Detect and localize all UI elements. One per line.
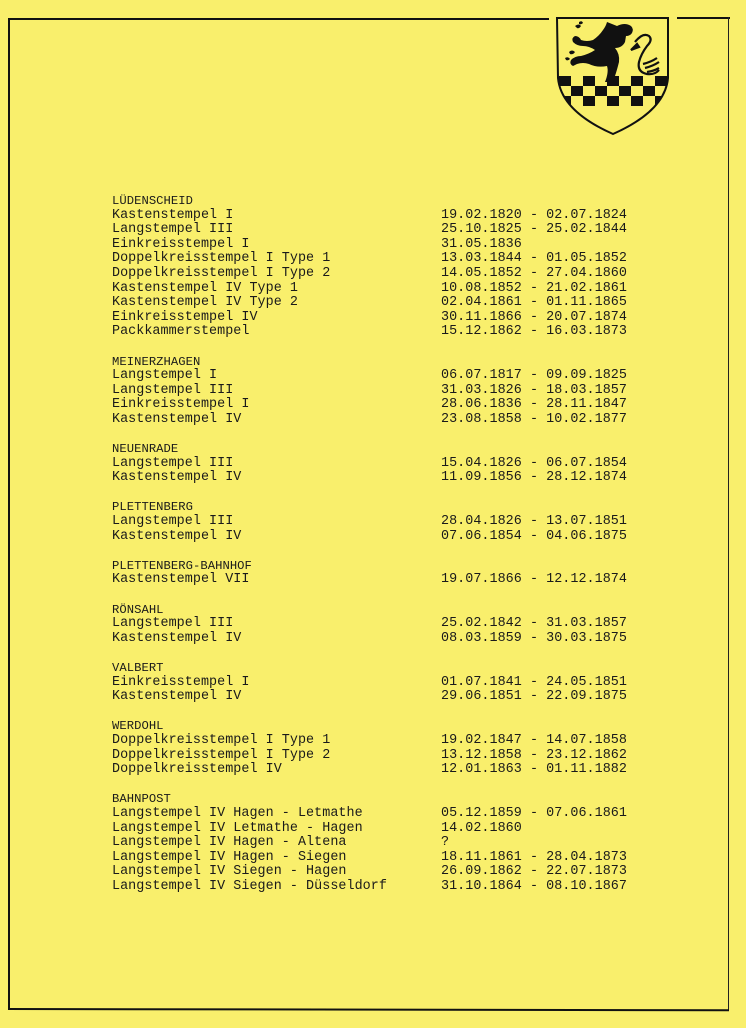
section-6 [112, 661, 632, 705]
section-8 [112, 792, 632, 894]
list-row [112, 515, 632, 530]
stamp-type: Langstempel IV Letmathe - Hagen [112, 820, 363, 836]
list-row [112, 734, 632, 749]
list-row [112, 836, 632, 851]
section-heading: BAHNPOST [112, 792, 171, 807]
stamp-type: Langstempel III [112, 514, 234, 530]
date-range: 28.04.1826 - 13.07.1851 [441, 514, 627, 530]
stamp-type: Kastenstempel VII [112, 572, 250, 588]
stamp-type: Kastenstempel IV [112, 689, 242, 705]
section-7 [112, 719, 632, 777]
stamp-type: Langstempel IV Hagen - Altena [112, 835, 347, 851]
checker-square [571, 86, 583, 96]
section-heading: WERDOHL [112, 719, 164, 734]
list-row [112, 282, 632, 297]
date-range: 14.05.1852 - 27.04.1860 [441, 265, 627, 281]
stamp-type: Langstempel IV Hagen - Siegen [112, 849, 347, 865]
list-row [112, 457, 632, 472]
section-5 [112, 603, 632, 647]
date-range: 31.10.1864 - 08.10.1867 [441, 878, 627, 894]
list-row [112, 471, 632, 486]
date-range: 25.10.1825 - 25.02.1844 [441, 222, 627, 238]
list-row [112, 311, 632, 326]
date-range: 30.11.1866 - 20.07.1874 [441, 309, 627, 325]
cancellation-list [112, 194, 632, 909]
checker-square [559, 76, 571, 86]
list-row [112, 209, 632, 224]
date-range: 13.03.1844 - 01.05.1852 [441, 251, 627, 267]
section-heading: PLETTENBERG-BAHNHOF [112, 558, 252, 573]
frame-border-bottom [8, 1008, 729, 1011]
section-4 [112, 559, 632, 588]
frame-border-top-left [8, 18, 549, 20]
checker-square [583, 96, 595, 106]
checker-square [583, 76, 595, 86]
stamp-type: Einkreisstempel I [112, 397, 250, 413]
checker-square [643, 86, 655, 96]
list-row [112, 384, 632, 399]
section-heading: NEUENRADE [112, 442, 179, 457]
checker-square [655, 76, 667, 86]
stamp-type: Langstempel IV Siegen - Düsseldorf [112, 878, 387, 894]
list-row [112, 573, 632, 588]
list-row [112, 763, 632, 778]
list-row [112, 617, 632, 632]
section-1 [112, 355, 632, 428]
date-range: 15.04.1826 - 06.07.1854 [441, 455, 627, 471]
list-row [112, 223, 632, 238]
frame-border-top-right [677, 17, 730, 19]
checker-square [631, 96, 643, 106]
section-3 [112, 500, 632, 544]
list-row [112, 398, 632, 413]
date-range: 31.03.1826 - 18.03.1857 [441, 382, 627, 398]
date-range: 14.02.1860 [441, 820, 522, 836]
section-0 [112, 194, 632, 340]
stamp-type: Langstempel III [112, 222, 234, 238]
date-range: 06.07.1817 - 09.09.1825 [441, 368, 627, 384]
list-row [112, 807, 632, 822]
date-range: 19.07.1866 - 12.12.1874 [441, 572, 627, 588]
section-2 [112, 442, 632, 486]
stamp-type: Doppelkreisstempel I Type 2 [112, 747, 331, 763]
section-heading: VALBERT [112, 661, 164, 675]
frame-border-right [728, 17, 729, 1011]
section-heading: MEINERZHAGEN [112, 354, 201, 369]
date-range: 08.03.1859 - 30.03.1875 [441, 630, 627, 646]
list-row [112, 851, 632, 866]
stamp-type: Packkammerstempel [112, 324, 250, 340]
date-range: 18.11.1861 - 28.04.1873 [441, 849, 627, 865]
list-row [112, 325, 632, 340]
stamp-type: Kastenstempel IV Type 1 [112, 280, 298, 296]
date-range: 02.04.1861 - 01.11.1865 [441, 295, 627, 311]
stamp-type: Doppelkreisstempel I Type 1 [112, 732, 331, 748]
stamp-type: Kastenstempel IV Type 2 [112, 295, 298, 311]
list-row [112, 690, 632, 705]
date-range: 26.09.1862 - 22.07.1873 [441, 864, 627, 880]
list-row [112, 749, 632, 764]
date-range: 11.09.1856 - 28.12.1874 [441, 470, 627, 486]
list-row [112, 238, 632, 253]
date-range: 23.08.1858 - 10.02.1877 [441, 411, 627, 427]
stamp-type: Doppelkreisstempel I Type 1 [112, 251, 331, 267]
section-heading: LÜDENSCHEID [112, 194, 194, 208]
list-row [112, 880, 632, 895]
stamp-type: Langstempel III [112, 616, 234, 632]
stamp-type: Langstempel IV Siegen - Hagen [112, 864, 347, 880]
list-row [112, 530, 632, 545]
date-range: 31.05.1836 [441, 236, 522, 252]
frame-border-left [8, 18, 10, 1009]
stamp-type: Doppelkreisstempel I Type 2 [112, 265, 331, 281]
checker-square [607, 96, 619, 106]
section-heading: PLETTENBERG [112, 500, 194, 515]
stamp-type: Kastenstempel I [112, 207, 234, 223]
list-row [112, 632, 632, 647]
date-range: 29.06.1851 - 22.09.1875 [441, 689, 627, 705]
checker-square [619, 86, 631, 96]
stamp-type: Einkreisstempel IV [112, 309, 258, 325]
stamp-type: Einkreisstempel I [112, 236, 250, 252]
coat-of-arms-icon [555, 16, 671, 136]
checker-square [631, 76, 643, 86]
date-range: 19.02.1847 - 14.07.1858 [441, 732, 627, 748]
date-range: 19.02.1820 - 02.07.1824 [441, 207, 627, 223]
stamp-type: Kastenstempel IV [112, 630, 242, 646]
list-row [112, 822, 632, 837]
section-heading: RÖNSAHL [112, 602, 164, 617]
stamp-type: Kastenstempel IV [112, 411, 242, 427]
date-range: 25.02.1842 - 31.03.1857 [441, 616, 627, 632]
list-row [112, 252, 632, 267]
list-row [112, 676, 632, 691]
list-row [112, 296, 632, 311]
date-range: 05.12.1859 - 07.06.1861 [441, 805, 627, 821]
stamp-type: Langstempel III [112, 455, 234, 471]
stamp-type: Langstempel III [112, 382, 234, 398]
list-row [112, 267, 632, 282]
stamp-type: Kastenstempel IV [112, 528, 242, 544]
list-row [112, 865, 632, 880]
list-row [112, 413, 632, 428]
date-range: 07.06.1854 - 04.06.1875 [441, 528, 627, 544]
stamp-type: Kastenstempel IV [112, 470, 242, 486]
checker-square [595, 86, 607, 96]
date-range: 13.12.1858 - 23.12.1862 [441, 747, 627, 763]
date-range: 12.01.1863 - 01.11.1882 [441, 762, 627, 778]
date-range: ? [441, 835, 450, 851]
date-range: 10.08.1852 - 21.02.1861 [441, 280, 627, 296]
date-range: 28.06.1836 - 28.11.1847 [441, 397, 627, 413]
list-row [112, 369, 632, 384]
stamp-type: Langstempel IV Hagen - Letmathe [112, 805, 363, 821]
date-range: 15.12.1862 - 16.03.1873 [441, 324, 627, 340]
stamp-type: Langstempel I [112, 368, 218, 384]
stamp-type: Doppelkreisstempel IV [112, 762, 282, 778]
stamp-type: Einkreisstempel I [112, 674, 250, 690]
date-range: 01.07.1841 - 24.05.1851 [441, 674, 627, 690]
